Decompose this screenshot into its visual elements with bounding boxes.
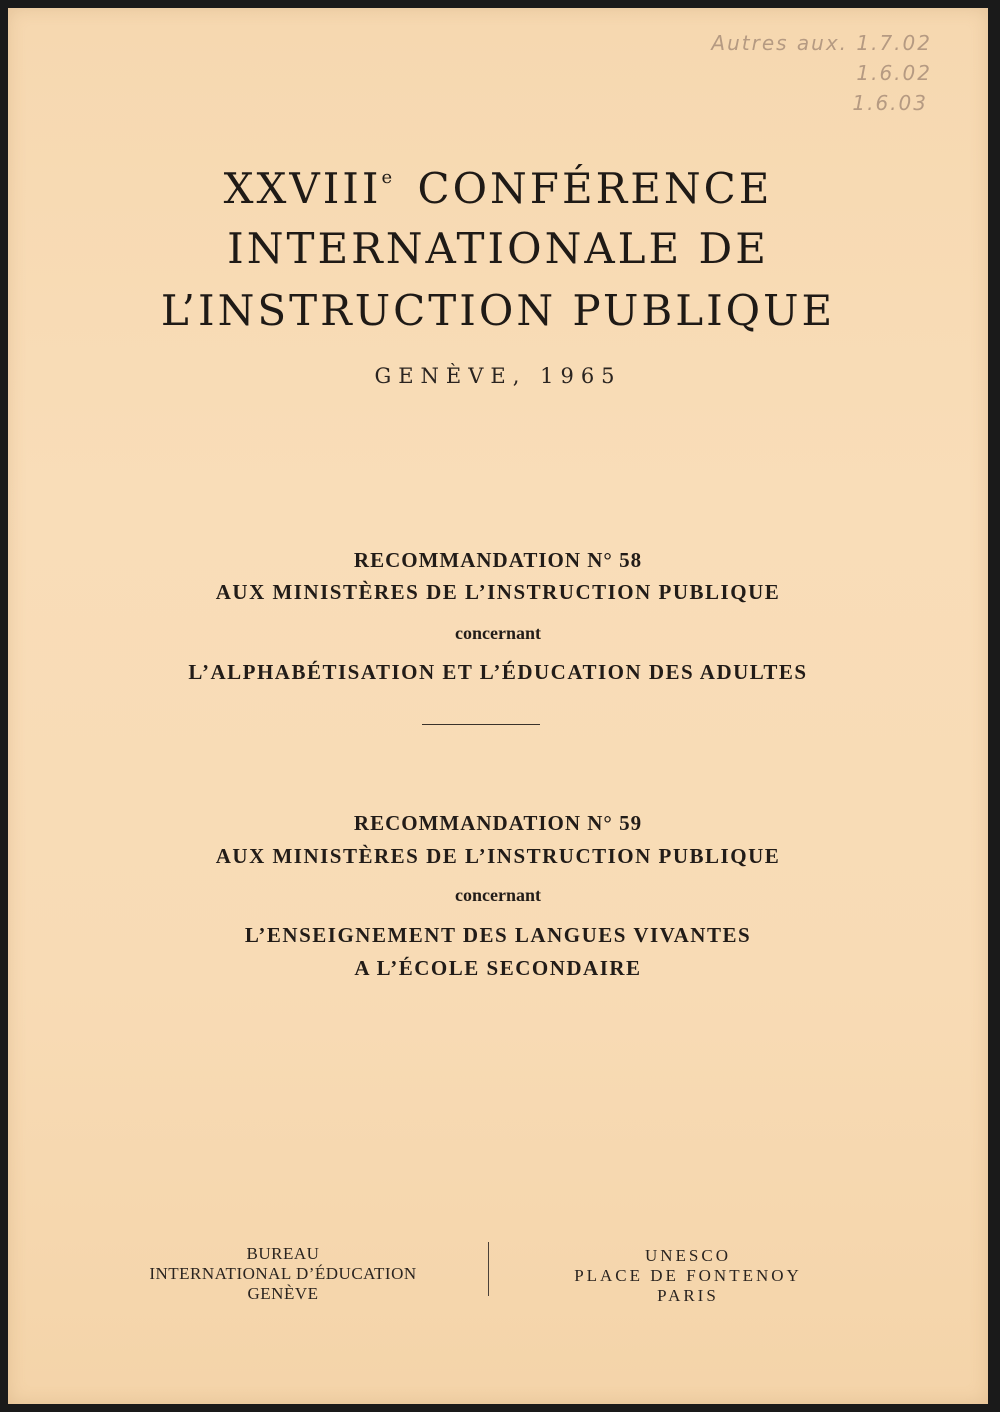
- handwritten-note-3: 1.6.03: [852, 91, 928, 115]
- recommendation-59-heading: RECOMMANDATION N° 59: [353, 811, 643, 835]
- publisher-unesco: [538, 1246, 838, 1306]
- recommendation-58-addressee: AUX MINISTÈRES DE L’INSTRUCTION PUBLIQUE: [215, 580, 781, 604]
- title-line-2: INTERNATIONALE DE: [227, 224, 769, 273]
- title-superscript: e: [381, 167, 396, 188]
- publisher-unesco-line-2: PLACE DE FONTENOY: [574, 1266, 802, 1285]
- document-cover: [8, 8, 988, 1404]
- handwritten-note-1: Autres aux. 1.7.02: [711, 31, 932, 55]
- title-line-1: [8, 164, 988, 213]
- publisher-unesco-line-3: PARIS: [657, 1286, 719, 1305]
- publisher-bie-line-1: BUREAU: [246, 1244, 320, 1263]
- publisher-bie-line-3: GENÈVE: [247, 1284, 319, 1303]
- publisher-bie-line-2: INTERNATIONAL D’ÉDUCATION: [149, 1264, 417, 1283]
- section-divider: [422, 724, 540, 725]
- location-date: GENÈVE, 1965: [374, 364, 622, 388]
- recommendation-59-subject-line-2: A L’ÉCOLE SECONDAIRE: [354, 956, 642, 980]
- recommendation-59-connector: concernant: [455, 885, 541, 905]
- publisher-bie: [123, 1244, 443, 1304]
- title-line-3: L’INSTRUCTION PUBLIQUE: [160, 286, 836, 335]
- recommendation-59-subject-line-1: L’ENSEIGNEMENT DES LANGUES VIVANTES: [244, 923, 752, 947]
- recommendation-58-subject: L’ALPHABÉTISATION ET L’ÉDUCATION DES ADULTES: [188, 660, 808, 684]
- title-conference: CONFÉRENCE: [417, 164, 773, 213]
- publisher-unesco-line-1: UNESCO: [644, 1246, 731, 1265]
- title-roman-numeral: XXVIII: [223, 164, 382, 213]
- recommendation-58-heading: RECOMMANDATION N° 58: [353, 548, 643, 572]
- recommendation-59-addressee: AUX MINISTÈRES DE L’INSTRUCTION PUBLIQUE: [215, 844, 781, 868]
- recommendation-58-connector: concernant: [455, 623, 541, 643]
- footer-separator: [488, 1242, 489, 1296]
- handwritten-note-2: 1.6.02: [856, 61, 932, 85]
